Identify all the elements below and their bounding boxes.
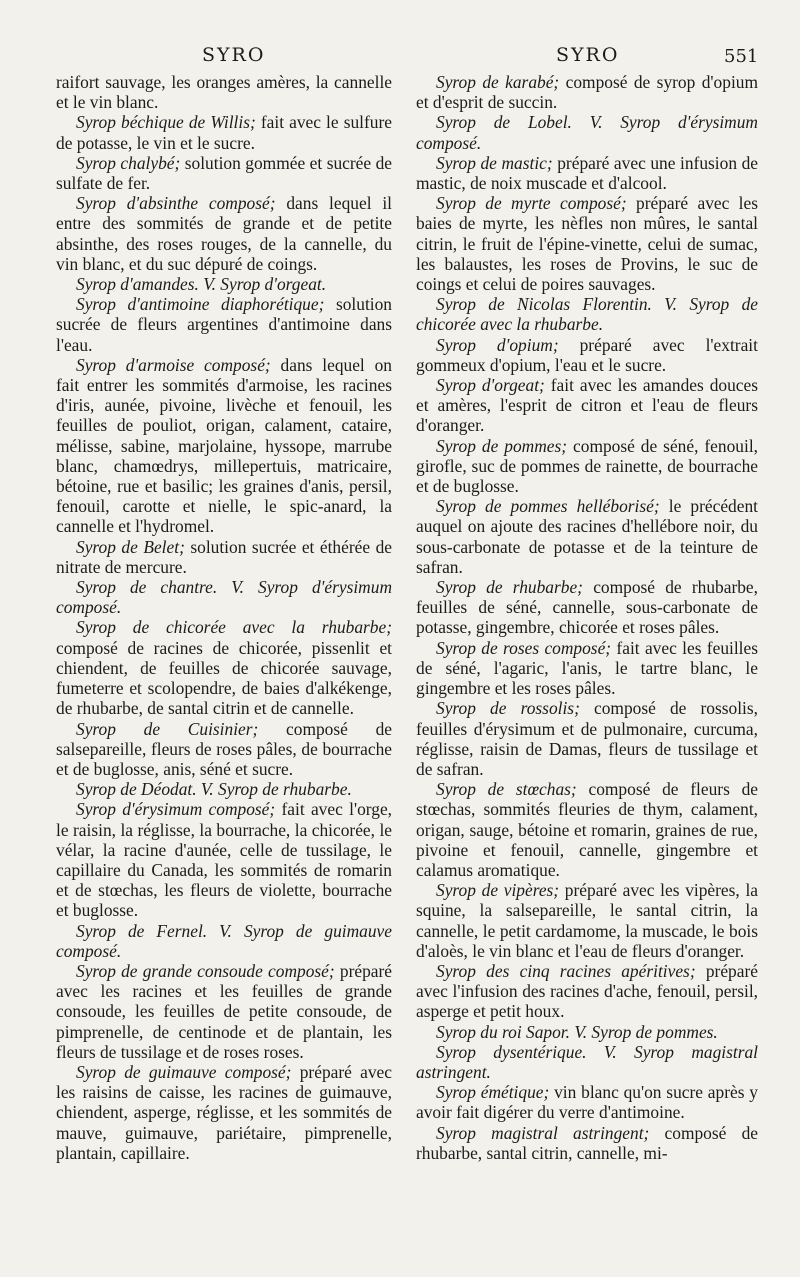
entry-text: fait avec le sulfure de potasse, le vin et le sucre. — [56, 112, 392, 153]
running-head-left: SYRO — [202, 44, 266, 66]
dictionary-entry — [416, 1082, 758, 1122]
entry-text: préparé avec l'extrait gommeux d'opium, l'eau et le sucre. — [416, 334, 758, 375]
dictionary-entry — [56, 779, 392, 799]
entry-term: Syrop d'absinthe composé; — [76, 193, 276, 214]
entry-term: Syrop magistral astringent; — [436, 1122, 650, 1143]
dictionary-entry — [56, 961, 392, 1062]
dictionary-entry — [56, 355, 392, 537]
entry-text: composé de syrop d'opium et d'esprit de succin. — [416, 72, 758, 113]
entry-text: composé de rhubarbe, santal citrin, cannelle, mi- — [416, 1122, 758, 1163]
dictionary-entry — [416, 638, 758, 699]
entry-term: Syrop d'érysimum composé; — [76, 799, 276, 820]
entry-text: raifort sauvage, les oranges amères, la cannelle et le vin blanc. — [56, 72, 392, 113]
entry-text: composé de rhubarbe, feuilles de séné, cannelle, sous-carbonate de potasse, gingembre, chicorée et roses pâles. — [416, 577, 758, 638]
dictionary-entry — [416, 779, 758, 880]
entry-term: Syrop des cinq racines apéritives; — [436, 960, 696, 981]
entry-text: solution sucrée de fleurs argentines d'antimoine dans l'eau. — [56, 294, 392, 355]
entry-term: Syrop de grande consoude composé; — [76, 960, 335, 981]
dictionary-entry — [416, 193, 758, 294]
entry-text: préparé avec l'infusion des racines d'ache, fenouil, persil, asperge et petit houx. — [416, 960, 758, 1022]
entry-term: Syrop de pommes helléborisé; — [436, 496, 660, 517]
entry-text: composé de racines de chicorée, pissenlit et chiendent, de feuilles de chicorée sauvage, fumeterre et scolopendre, de baies d'alkékenge, de rhubarbe, de santal citrin et de cannelle. — [56, 637, 392, 719]
dictionary-entry — [416, 335, 758, 375]
entry-term: Syrop de myrte composé; — [436, 193, 627, 214]
entry-text: composé de salsepareille, fleurs de roses pâles, de bourrache et de buglosse, anis, séné et sucre. — [56, 718, 392, 779]
entry-text: solution gommée et sucrée de sulfate de fer. — [56, 152, 392, 194]
entry-text: dans lequel on fait entrer les sommités d'armoise, les racines d'iris, aunée, pivoine, livèche et fenouil, les feuilles de pouliot, origan, calament, cataire, mélisse, sabine, marjolaine, hyssope, marrube blanc, chamœdrys, millepertuis, matricaire, bétoine, rue et basilic; les graines d'anis, persil, fenouil, carotte et nielle, le spic-anard, la cannelle et l'hydromel. — [56, 354, 392, 537]
entry-term: Syrop de Belet; — [76, 536, 185, 557]
dictionary-entry — [416, 72, 758, 112]
dictionary-entry — [56, 153, 392, 193]
dictionary-entry — [56, 294, 392, 355]
dictionary-entry — [416, 153, 758, 193]
entry-text: composé de fleurs de stœchas, sommités fleuries de thym, calament, origan, sauge, bétoine et romarin, graines de rue, pivoine et fenouil, cannelle, gingembre et calamus aromatique. — [416, 779, 759, 880]
entry-text: composé de séné, fenouil, girofle, suc de pommes de rainette, de bourrache et de buglosse. — [416, 435, 758, 497]
entry-term: Syrop de karabé; — [436, 72, 560, 92]
dictionary-entry — [416, 496, 758, 577]
entry-text: fait avec l'orge, le raisin, la réglisse, la bourrache, la chicorée, le vélar, la racine d'aunée, celle de tussilage, le capillaire du Canada, les sommités de romarin et de stœchas, les fleurs de violette, bourrache et buglosse. — [56, 799, 393, 921]
entry-term: Syrop dysentérique. V. Syrop magistral astringent. — [416, 1041, 758, 1082]
dictionary-entry — [56, 72, 392, 112]
dictionary-entry — [416, 1022, 758, 1042]
dictionary-entry — [56, 193, 392, 274]
dictionary-entry — [416, 1042, 758, 1082]
entry-text: préparé avec une infusion de mastic, de noix muscade et d'alcool. — [416, 152, 759, 194]
entry-text: composé de rossolis, feuilles d'érysimum et de pulmonaire, curcuma, réglisse, raisin de Damas, fleurs de tussilage et de safran. — [416, 698, 758, 779]
entry-term: Syrop du roi Sapor. V. Syrop de pommes. — [436, 1021, 718, 1042]
entry-text: préparé avec les baies de myrte, les nèfles non mûres, le santal citrin, le fruit de l'épine-vinette, celui de sumac, les balaustes, les roses de Provins, le suc de coings et celui de poires sauvages. — [416, 193, 758, 295]
entry-term: Syrop de mastic; — [436, 152, 553, 173]
dictionary-entry — [416, 112, 758, 152]
entry-term: Syrop de Fernel. V. Syrop de guimauve composé. — [56, 920, 392, 961]
entry-term: Syrop d'opium; — [436, 334, 559, 355]
entry-term: Syrop de vipères; — [436, 880, 560, 901]
entry-text: préparé avec les vipères, la squine, la salsepareille, le santal citrin, la cannelle, le petit cardamome, la muscade, le bois d'aloès, le vin blanc et l'eau de fleurs d'oranger. — [416, 880, 759, 961]
running-head-right: SYRO — [556, 44, 620, 66]
entry-term: Syrop d'armoise composé; — [76, 354, 271, 375]
dictionary-entry — [416, 1123, 758, 1163]
entry-text: vin blanc qu'on sucre après y avoir fait digérer du verre d'antimoine. — [416, 1082, 758, 1123]
dictionary-entry — [416, 698, 758, 779]
entry-term: Syrop d'antimoine diaphorétique; — [76, 294, 325, 315]
dictionary-entry — [56, 274, 392, 294]
dictionary-entry — [416, 880, 758, 961]
dictionary-entry — [416, 294, 758, 334]
dictionary-entry — [56, 577, 392, 617]
entry-term: Syrop de Nicolas Florentin. V. Syrop de chicorée avec la rhubarbe. — [416, 294, 758, 335]
dictionary-entry — [56, 537, 392, 577]
entry-term: Syrop émétique; — [436, 1082, 550, 1103]
dictionary-entry — [56, 799, 392, 920]
entry-text: préparé avec les racines et les feuilles de grande consoude, les feuilles de petite consoude, de pimprenelle, de centinode et de plantain, les fleurs de tussilage et de roses roses. — [56, 960, 393, 1062]
dictionary-entry — [416, 577, 758, 638]
entry-term: Syrop de chantre. V. Syrop d'érysimum composé. — [56, 577, 392, 618]
dictionary-entry — [416, 961, 758, 1022]
entry-term: Syrop de roses composé; — [436, 637, 612, 658]
entry-term: Syrop de rossolis; — [436, 698, 580, 719]
entry-term: Syrop de chicorée avec la rhubarbe; — [76, 617, 392, 638]
entry-term: Syrop d'orgeat; — [436, 375, 545, 396]
entry-text: fait avec les feuilles de séné, l'agaric, l'anis, le tartre blanc, le gingembre et les roses pâles. — [416, 637, 758, 699]
entry-text: le précédent auquel on ajoute des racines d'hellébore noir, du sous-carbonate de potasse et de la teinture de safran. — [416, 496, 758, 577]
entry-term: Syrop béchique de Willis; — [76, 112, 256, 133]
entry-term: Syrop de Lobel. V. Syrop d'érysimum composé. — [416, 112, 758, 153]
dictionary-entry — [56, 112, 392, 152]
dictionary-entry — [56, 719, 392, 780]
entry-text: préparé avec les raisins de caisse, les racines de guimauve, chiendent, asperge, réglisse, et les sommités de mauve, guimauve, pariétaire, pimprenelle, plantain, capillaire. — [56, 1061, 392, 1163]
entry-term: Syrop de stœchas; — [436, 779, 577, 800]
left-column — [56, 72, 392, 1163]
page-number: 551 — [724, 46, 759, 67]
right-column — [416, 72, 758, 1163]
dictionary-entry — [416, 375, 758, 436]
entry-term: Syrop chalybé; — [76, 152, 181, 173]
entry-term: Syrop de Cuisinier; — [76, 718, 259, 739]
dictionary-entry — [56, 921, 392, 961]
entry-text: dans lequel il entre des sommités de grande et de petite absinthe, des roses rouges, de la cannelle, du vin blanc, et du suc dépuré de coings. — [56, 193, 393, 274]
entry-term: Syrop de Déodat. V. Syrop de rhubarbe. — [76, 779, 352, 800]
dictionary-entry — [416, 436, 758, 497]
entry-text: solution sucrée et éthérée de nitrate de mercure. — [56, 536, 392, 577]
entry-text: fait avec les amandes douces et amères, l'esprit de citron et l'eau de fleurs d'oranger. — [416, 375, 758, 436]
entry-term: Syrop d'amandes. V. Syrop d'orgeat. — [76, 274, 327, 295]
entry-term: Syrop de pommes; — [436, 435, 568, 456]
dictionary-entry — [56, 617, 392, 718]
entry-term: Syrop de rhubarbe; — [436, 577, 583, 598]
entry-term: Syrop de guimauve composé; — [76, 1061, 292, 1082]
dictionary-entry — [56, 1062, 392, 1163]
